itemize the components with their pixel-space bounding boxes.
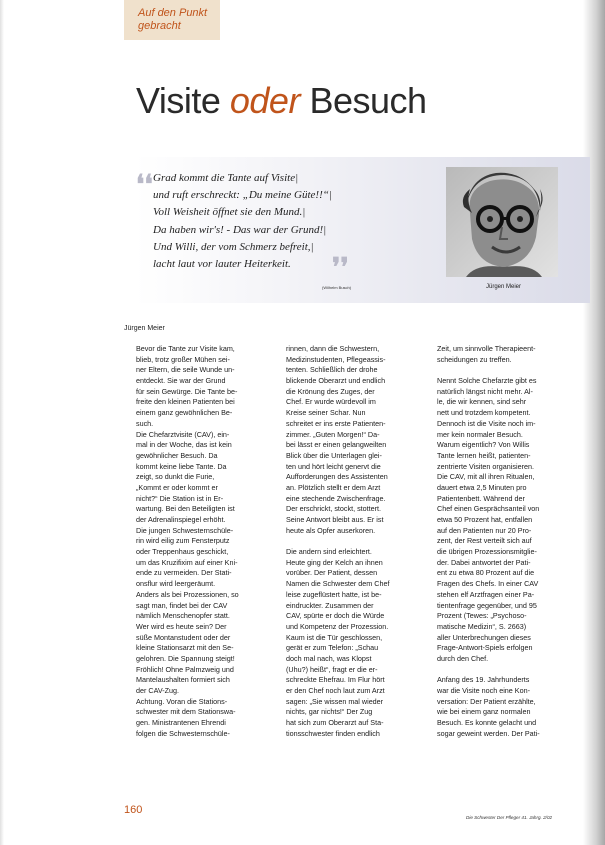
body-text-line: Mantelaushalten formiert sich	[136, 675, 230, 685]
body-text-line: nichts, gar nichts!“ Der Zug	[286, 707, 373, 717]
body-text-line: kommt keine liebe Tante. Da	[136, 461, 227, 471]
body-text-line: Fragen des Chefs. In einer CAV	[437, 579, 539, 589]
body-text-line: Tante lernen heißt, patienten-	[437, 450, 531, 460]
body-text-line: gerät er zum Telefon: „Schau	[286, 643, 379, 653]
body-text-line: etwa 50 Prozent hat, entfallen	[437, 515, 533, 524]
body-text-line: ten und hört leicht genervt die	[286, 461, 381, 471]
body-text-line: versation: Der Patient erzählte,	[437, 696, 536, 706]
body-text-line: nämlich Menschenopfer statt.	[136, 611, 230, 621]
quote-open-mark-icon: ❛❛	[136, 170, 153, 199]
kicker-line-2: gebracht	[138, 20, 181, 32]
body-text-line: Der erschrickt, stockt, stottert.	[286, 504, 382, 514]
body-text-line: Achtung. Voran die Stations-	[136, 696, 228, 706]
author-byline: Jürgen Meier	[124, 325, 165, 332]
page-edge-shadow-left	[0, 0, 4, 845]
body-text-line: Zeit, um sinnvolle Therapieent-	[437, 344, 536, 353]
body-text-line: tionsschwester finden endlich	[286, 728, 380, 738]
paragraph-gap	[286, 536, 424, 547]
body-text-line: Chef. Er wurde würdevoll im	[286, 397, 376, 407]
body-text-line: Medizinstudenten, Pflegeassis-	[286, 354, 386, 364]
body-text-line: scheidungen zu treffen.	[437, 354, 512, 364]
body-text-line: ent zu etwa 80 Prozent auf die	[437, 568, 535, 578]
body-text-line: vorüber. Der Patient, dessen	[286, 568, 378, 578]
quote-source: (Wilhelm Busch)	[322, 285, 352, 290]
body-column-2	[286, 344, 424, 739]
quote-line: Da haben wir's! - Das war der Grund!|	[153, 223, 327, 236]
body-text-line: onsflur wird leergeräumt.	[136, 579, 216, 589]
body-text-line: aller Unterbrechungen dieses	[437, 632, 531, 642]
body-text-line: Die Chefarztvisite (CAV), ein-	[136, 429, 230, 439]
body-text-line: natürlich längst nicht mehr. Al-	[437, 386, 533, 396]
body-text-line: einem ganz gewöhnlichen Be-	[136, 408, 233, 418]
portrait-illustration	[446, 167, 558, 277]
body-text-line: der CAV-Zug.	[136, 686, 180, 695]
body-text-line: die Krönung des Zuges, der	[286, 386, 375, 396]
body-text-line: schreitet er ins erste Patienten-	[286, 418, 386, 428]
body-text-line: heute als Opfer auserkoren.	[286, 525, 376, 535]
body-text-line: gelohren. Die Spannung steigt!	[136, 653, 235, 663]
body-text-line: Heute ging der Kelch an ihnen	[286, 557, 383, 567]
body-column-3	[437, 344, 577, 739]
body-text-line: mal in der Woche, das ist kein	[136, 440, 232, 450]
paragraph-gap	[437, 365, 577, 376]
body-text-line: entdeckt. Sie war der Grund	[136, 376, 226, 386]
body-text-line: Warum eigentlich? Von Willis	[437, 440, 530, 450]
title-part-2: Besuch	[299, 80, 427, 121]
body-text-line: der Adrenalinspiegel erhöht.	[136, 515, 226, 524]
body-text-line: wie bei einem ganz normalen	[437, 707, 531, 717]
body-text-line: schreckte Ehefrau. Im Flur hört	[286, 675, 385, 685]
body-text-line: CAV, spürte er doch die Würde	[286, 611, 385, 621]
body-text-line: Aufforderungen des Assistenten	[286, 472, 388, 482]
quote-line: Und Willi, der vom Schmerz befreit,|	[153, 240, 314, 253]
body-text-line: Fröhlich! Ohne Palmzweig und	[136, 664, 234, 674]
body-text-line: Die CAV, mit all ihren Ritualen,	[437, 472, 535, 482]
body-text-line: Prozent (Tewes: „Psychoso-	[437, 611, 527, 621]
quote-line: Voll Weisheit öffnet sie den Mund.|	[153, 206, 306, 219]
body-text-line: tenten. Schließlich der drohe	[286, 365, 378, 375]
body-text-line: „Kommt er oder kommt er	[136, 482, 218, 492]
body-text-line: sagt man, findet bei der CAV	[136, 600, 228, 610]
body-text-line: Die andern sind erleichtert.	[286, 547, 372, 557]
body-text-line: sagen: „Sie wissen mal wieder	[286, 696, 384, 706]
body-text-line: eine stechende Zwischenfrage.	[286, 493, 386, 503]
title-accent-word: oder	[229, 80, 300, 121]
body-text-line: Besuch. Es konnte gelacht und	[437, 718, 537, 728]
article-title	[136, 80, 427, 122]
body-text-line: die übrigen Prozessionsmitglie-	[437, 547, 537, 557]
body-text-line: Bevor die Tante zur Visite kam,	[136, 344, 235, 353]
paragraph-gap	[437, 665, 577, 676]
body-text-line: Kaum ist die Tür geschlossen,	[286, 632, 383, 642]
body-text-line: (Uhu?) heißt“, fragt er die er-	[286, 664, 378, 674]
body-text-line: an. Plötzlich stellt er dem Arzt	[286, 482, 381, 492]
body-text-line: Wer wird es heute sein? Der	[136, 621, 227, 631]
body-text-line: gewöhnlicher Besuch. Da	[136, 450, 218, 460]
body-text-line: leise zugeflüstert hatte, ist be-	[286, 589, 382, 599]
body-text-line: ende zu vermeiden. Der Stati-	[136, 568, 232, 578]
body-text-line: zeigt, so dunkt die Furie,	[136, 472, 215, 482]
body-text-line: nett und trotzdem kompetent.	[437, 408, 531, 418]
body-text-line: dauert etwa 2,5 Minuten pro	[437, 482, 527, 492]
author-portrait	[446, 167, 558, 277]
body-text-line: Anders als bei Prozessionen, so	[136, 589, 239, 599]
title-part-1: Visite	[136, 80, 230, 121]
body-text-line: doch mal nach, was Klopst	[286, 653, 372, 663]
body-text-line: durch den Chef.	[437, 653, 489, 663]
body-text-line: zentrierte Visiten organisieren.	[437, 461, 534, 471]
body-text-line: für sein Gewürge. Die Tante be-	[136, 386, 238, 396]
body-text-line: der. Dabei antwortet der Pati-	[437, 557, 531, 567]
body-text-line: und Kompetenz der Prozession.	[286, 621, 389, 631]
body-text-line: süße Montanstudent oder der	[136, 632, 231, 642]
body-text-line: rinnen, dann die Schwestern,	[286, 344, 380, 353]
body-text-line: Namen die Schwester dem Chef	[286, 579, 390, 589]
section-kicker	[124, 0, 220, 40]
body-text-line: eindruckter. Zusammen der	[286, 600, 374, 610]
body-text-line: Chef einen Gesprächsanteil von	[437, 504, 540, 514]
body-text-line: Frage-Antwort-Spiels erfolgen	[437, 643, 533, 653]
body-text-line: matische Medizin“, S. 2663)	[437, 621, 527, 631]
body-text-line: wartung. Bei den Beteiligten ist	[136, 504, 235, 514]
body-text-line: such.	[136, 418, 154, 428]
body-text-line: oder Treppenhaus geschickt,	[136, 547, 229, 557]
body-text-line: schwester mit dem Stationswa-	[136, 707, 236, 717]
body-text-line: auf den Patienten nur 20 Pro-	[437, 525, 532, 535]
footer-source: Die Schwester Der Pfleger 41. Jahrg. 2/02	[466, 815, 553, 820]
body-text-line: ner Eltern, die seile Wunde un-	[136, 365, 235, 375]
body-text-line: Seine Antwort bleibt aus. Er ist	[286, 515, 384, 524]
body-text-line: freite den kleinen Patienten bei	[136, 397, 235, 407]
body-column-1	[136, 344, 269, 739]
body-text-line: mer kein normaler Besuch.	[437, 429, 523, 439]
pull-quote	[153, 170, 443, 273]
body-text-line: hat sich zum Oberarzt auf Sta-	[286, 718, 384, 728]
body-text-line: blieb, trotz großer Mühen sei-	[136, 354, 230, 364]
body-text-line: sogar geweint werden. Der Pati-	[437, 728, 540, 738]
body-text-line: Patientenbett. Während der	[437, 493, 525, 503]
page-edge-shadow-right	[583, 0, 605, 845]
body-text-line: Nennt Solche Chefarzte gibt es	[437, 376, 537, 386]
body-text-line: war die Visite noch eine Kon-	[437, 686, 530, 695]
body-text-line: er den Chef noch laut zum Arzt	[286, 686, 385, 695]
quote-close-mark-icon: ❜❜	[332, 253, 349, 282]
body-text-line: zimmer. „Guten Morgen!“ Da-	[286, 429, 380, 439]
body-text-line: gen. Ministrantenen Ehrendi	[136, 718, 226, 728]
body-text-line: rin wird eilig zum Fensterputz	[136, 536, 230, 546]
body-text-line: folgen die Schwesternschüle-	[136, 728, 230, 738]
body-text-line: bei lässt er einen gelangweilten	[286, 440, 387, 450]
body-text-line: le, die wir kennen, sind sehr	[437, 397, 527, 407]
kicker-line-1: Auf den Punkt	[138, 7, 208, 19]
body-text-line: kleine Stationsarzt mit den Se-	[136, 643, 234, 653]
body-text-line: tientenfrage gegenüber, und 95	[437, 600, 537, 610]
body-text-line: Kreise seiner Schar. Nun	[286, 408, 366, 418]
body-text-line: blickende Oberarzt und endlich	[286, 376, 386, 386]
quote-line: Grad kommt die Tante auf Visite|	[153, 172, 299, 184]
page-number: 160	[124, 804, 143, 816]
body-text-line: stehen elf Arztfragen einer Pa-	[437, 589, 535, 599]
body-text-line: Die jungen Schwesternschüle-	[136, 525, 234, 535]
body-text-line: Anfang des 19. Jahrhunderts	[437, 675, 530, 685]
quote-line: lacht laut vor lauter Heiterkeit.	[153, 258, 291, 271]
body-text-line: Dennoch ist die Visite noch im-	[437, 418, 536, 428]
body-text-line: zent, der Rest verteilt sich auf	[437, 536, 532, 546]
quote-line: und ruft erschreckt: „Du meine Güte!!“|	[153, 189, 332, 202]
portrait-caption: Jürgen Meier	[486, 284, 522, 290]
body-text-line: Blick über die Unterlagen glei-	[286, 450, 382, 460]
body-text-line: um das Kruzifixim auf einer Kni-	[136, 557, 238, 567]
body-text-line: nicht?“ Die Station ist in Er-	[136, 493, 224, 503]
